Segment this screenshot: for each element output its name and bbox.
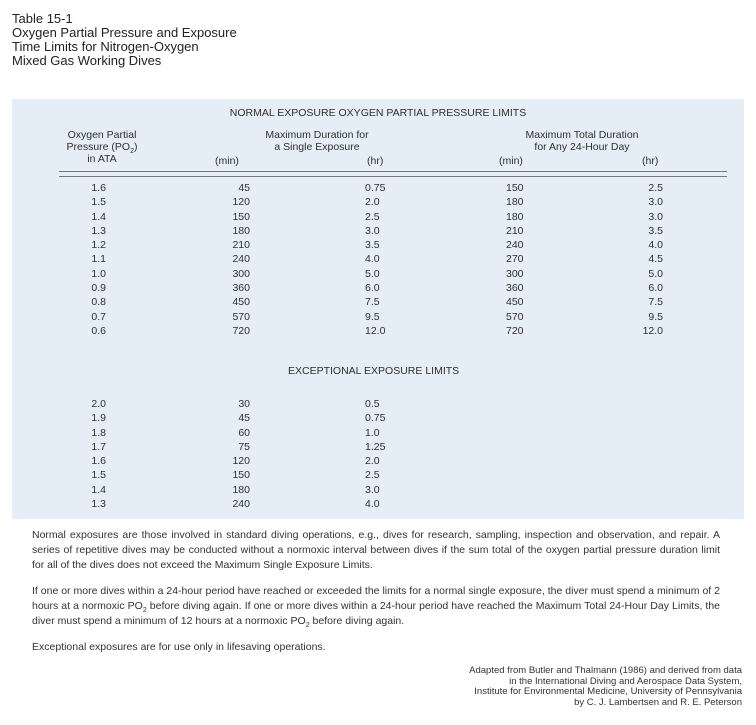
title-line: Oxygen Partial Pressure and Exposure (12, 25, 237, 40)
table-cell: 180 (506, 196, 524, 209)
normal-single-min-column (212, 181, 250, 338)
table-number: Table 15-1 (12, 11, 73, 26)
table-cell: 1.6 (91, 455, 106, 468)
table-cell: 2.0 (91, 398, 106, 410)
table-cell: 1.3 (91, 498, 106, 511)
table-notes (32, 528, 720, 666)
table-cell: 45 (238, 412, 250, 425)
table-cell: 150 (232, 469, 250, 482)
table-cell: 210 (232, 239, 250, 252)
title-line: Mixed Gas Working Dives (12, 53, 162, 68)
table-cell: 150 (232, 210, 250, 223)
single-hr-unit: (hr) (367, 155, 384, 167)
table-cell: 570 (232, 310, 250, 323)
normal-limits-heading: NORMAL EXPOSURE OXYGEN PARTIAL PRESSURE LIMITS (229, 107, 527, 119)
exceptional-po2-column (52, 397, 106, 511)
table-cell: 0.5 (365, 398, 380, 410)
table-cell: 1.5 (91, 196, 106, 209)
exceptional-hr-column (365, 397, 385, 511)
table-cell: 570 (506, 310, 524, 323)
table-cell: 240 (506, 239, 524, 252)
table-cell: 4.0 (648, 239, 663, 252)
table-cell: 120 (232, 196, 250, 209)
table-cell: 0.75 (365, 182, 386, 194)
table-cell: 2.5 (365, 469, 380, 482)
table-cell: 5.0 (648, 267, 663, 280)
table-cell: 240 (232, 498, 250, 511)
table-cell: 150 (506, 182, 524, 194)
table-cell: 7.5 (648, 296, 663, 309)
table-cell: 300 (232, 267, 250, 280)
table-cell: 2.0 (365, 196, 380, 209)
table-cell: 0.75 (365, 412, 386, 425)
table-cell: 1.0 (365, 426, 380, 439)
table-cell: 1.6 (91, 182, 106, 194)
table-cell: 4.5 (648, 253, 663, 266)
exceptional-min-column (212, 397, 250, 511)
normal-po2-column (52, 181, 106, 338)
table-cell: 1.4 (91, 483, 106, 496)
table-cell: 30 (238, 398, 250, 410)
total-duration-header: Maximum Total Duration for Any 24-Hour Day (525, 129, 639, 153)
table-cell: 60 (238, 426, 250, 439)
table-cell: 2.5 (365, 210, 380, 223)
header-rule (59, 176, 727, 177)
table-cell: 2.5 (648, 182, 663, 194)
table-cell: 1.8 (91, 426, 106, 439)
table-cell: 1.2 (91, 239, 106, 252)
note-normal-exposures: Normal exposures are those involved in standard diving operations, e.g., dives for research, sampling, inspection and observation, and repair. A series of repetitive dives may be conducted without a normoxic interval between dives if the sum total of the oxygen partial pressure duration limit for all of the dives does not exceed the Maximum Single Exposure Limits. (32, 529, 720, 571)
table-cell: 180 (232, 483, 250, 496)
table-cell: 7.5 (365, 296, 380, 309)
table-cell: 3.0 (648, 210, 663, 223)
table-cell: 9.5 (365, 310, 380, 323)
table-title (12, 12, 237, 68)
exceptional-limits-heading: EXCEPTIONAL EXPOSURE LIMITS (288, 365, 460, 377)
table-cell: 300 (506, 267, 524, 280)
table-cell: 1.9 (91, 412, 106, 425)
note-normoxic-interval: If one or more dives within a 24-hour period have reached or exceeded the limits for a normal single exposure, the diver must spend a minimum of 2 hours at a normoxic $PO_2$ before diving again. If one or more dives within a 24-hour period have reached the Maximum Total 24-Hour Day Limits, the diver must spend a minimum of 12 hours at a normoxic $PO_2$ before diving again. (32, 585, 721, 630)
table-cell: 240 (232, 253, 250, 266)
table-cell: 3.0 (365, 483, 380, 496)
table-cell: 75 (238, 440, 250, 453)
single-exposure-header: Maximum Duration for a Single Exposure (265, 129, 369, 153)
table-cell: 4.0 (365, 498, 380, 511)
table-cell: 360 (232, 282, 250, 295)
table-cell: 5.0 (365, 267, 380, 280)
note-exceptional-exposures: Exceptional exposures are for use only in lifesaving operations. (32, 641, 326, 653)
table-cell: 2.0 (365, 455, 380, 468)
table-cell: 12.0 (642, 324, 663, 337)
total-min-unit: (min) (499, 155, 523, 167)
po2-header: Oxygen Partial Pressure $(PO_2)$ in ATA (66, 129, 138, 165)
table-cell: 0.8 (91, 296, 106, 309)
single-min-unit: (min) (215, 155, 239, 167)
table-cell: 180 (506, 210, 524, 223)
table-cell: 0.9 (91, 282, 106, 295)
table-cell: 1.5 (91, 469, 106, 482)
table-cell: 720 (232, 324, 250, 337)
table-cell: 45 (238, 182, 250, 194)
source-credit: Adapted from Butler and Thalmann (1986) and derived from data in the International Diving and Aerospace Data System, Institute for Environmental Medicine, University of Pennsylvania by C. J. Lambertsen and R. E. Peterson (469, 665, 742, 708)
table-cell: 270 (506, 253, 524, 266)
table-cell: 3.0 (648, 196, 663, 209)
table-cell: 1.25 (365, 440, 386, 453)
table-cell: 1.0 (91, 267, 106, 280)
table-cell: 9.5 (648, 310, 663, 323)
table-cell: 210 (506, 224, 524, 237)
table-cell: 6.0 (648, 282, 663, 295)
table-cell: 1.7 (91, 440, 106, 453)
table-cell: 3.5 (648, 224, 663, 237)
table-cell: 4.0 (365, 253, 380, 266)
table-cell: 180 (232, 224, 250, 237)
total-hr-unit: (hr) (642, 155, 659, 167)
header-rule (59, 171, 727, 172)
table-cell: 450 (506, 296, 524, 309)
title-line: Time Limits for Nitrogen-Oxygen (12, 39, 199, 54)
table-cell: 1.4 (91, 210, 106, 223)
table-cell: 12.0 (365, 324, 386, 337)
table-cell: 120 (232, 455, 250, 468)
table-cell: 1.3 (91, 224, 106, 237)
table-cell: 450 (232, 296, 250, 309)
table-cell: 0.6 (91, 324, 106, 337)
table-cell: 720 (506, 324, 524, 337)
normal-total-min-column (506, 181, 524, 338)
normal-total-hr-column (622, 181, 663, 338)
table-cell: 1.1 (91, 253, 106, 266)
table-cell: 6.0 (365, 282, 380, 295)
normal-single-hr-column (365, 181, 385, 338)
table-cell: 3.0 (365, 224, 380, 237)
table-cell: 360 (506, 282, 524, 295)
limits-table (12, 99, 744, 519)
table-cell: 3.5 (365, 239, 380, 252)
table-cell: 0.7 (91, 310, 106, 323)
